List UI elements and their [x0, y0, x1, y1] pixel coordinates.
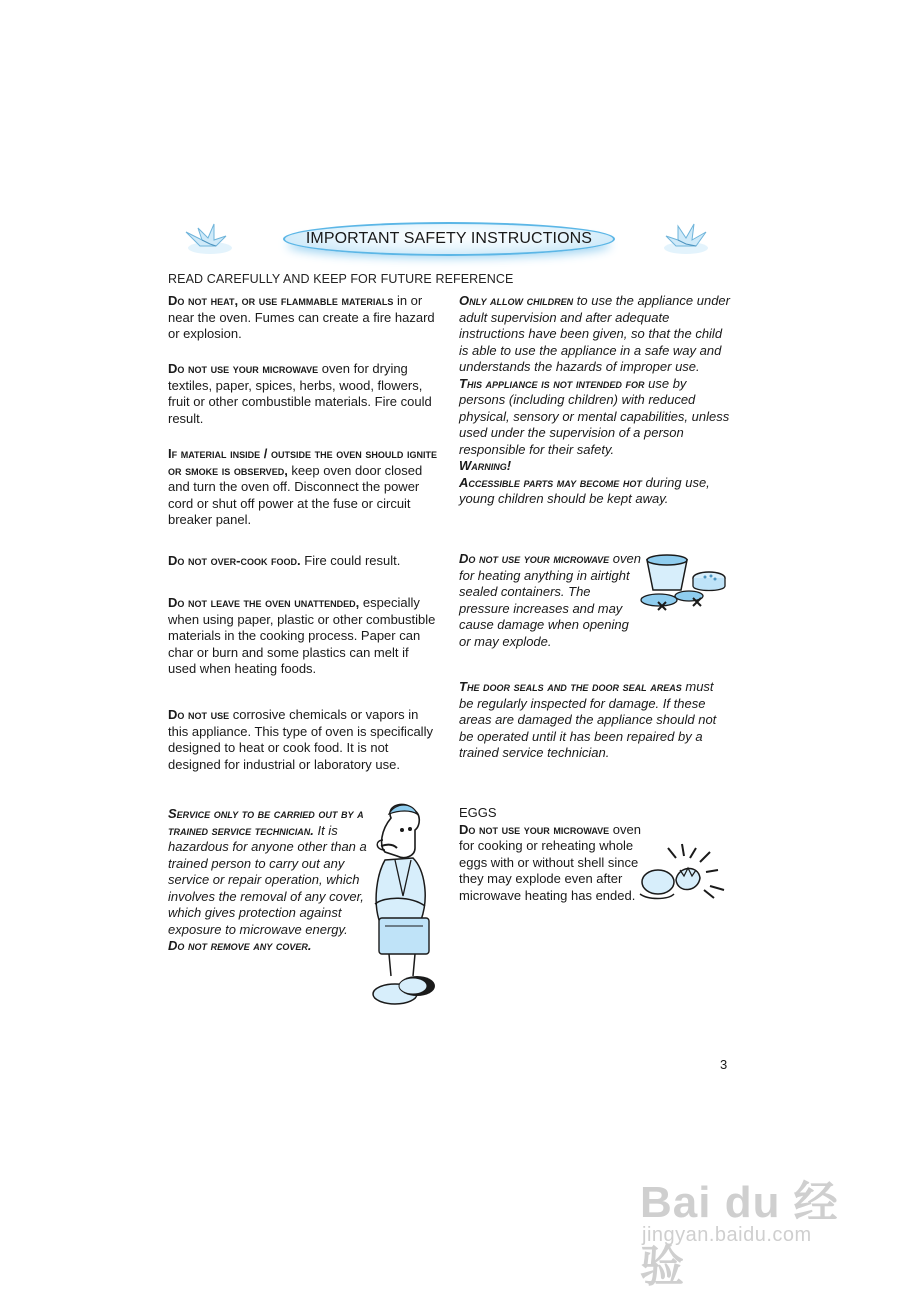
warning-label: Warning! — [459, 458, 512, 473]
instruction-body: oven for drying textiles, paper, spices, herbs, wood, flowers, fruit or other combustible materials. Fire could result. — [168, 361, 432, 426]
instruction-children — [459, 293, 731, 508]
instruction-body: Fire could result. — [300, 553, 401, 568]
instruction-lead: Do not heat, or use flammable materials — [168, 293, 394, 308]
instruction-lead: Accessible parts may become hot — [459, 474, 642, 490]
title-banner: IMPORTANT SAFETY INSTRUCTIONS — [283, 222, 615, 256]
instruction-lead: Only allow children — [459, 293, 574, 308]
instruction-body: use by persons (including children) with reduced physical, sensory or mental capabilities, unless used under the supervision of a person responsible for their safety. — [459, 375, 730, 457]
eggs-heading: EGGS — [459, 805, 497, 820]
instruction-body: during use, young children should be kept away. — [459, 474, 710, 506]
watermark-logo: Bai du 经验 — [640, 1178, 839, 1291]
instruction-lead: Service only to be carried out by a trained service technician. — [168, 806, 364, 838]
instruction-body: must be regularly inspected for damage. If these areas are damaged the appliance should not be operated until it has been repaired by a trained service technician. — [459, 679, 717, 760]
remove-cover-warning: Do not remove any cover. — [168, 938, 312, 953]
header-banner — [180, 218, 725, 262]
technician-illustration — [355, 800, 445, 1015]
instruction-lead: Do not use — [168, 707, 230, 722]
instruction-ignite — [168, 446, 440, 529]
instruction-service — [168, 806, 373, 955]
instruction-lead: The door seals and the door seal areas — [459, 679, 682, 694]
instruction-body: corrosive chemicals or vapors in this appliance. This type of oven is specifically designed to heat or cook food. It is not designed for industrial or laboratory use. — [168, 707, 433, 772]
instruction-body: oven for heating anything in airtight sealed containers. The pressure increases and may cause damage when opening or may explode. — [459, 551, 641, 649]
instruction-lead: Do not use your microwave — [168, 361, 319, 376]
watermark-url: jingyan.baidu.com — [642, 1224, 812, 1246]
instruction-body: to use the appliance under adult supervision and after adequate instructions have been given, so that the child is able to use the appliance in a safe way and understands the hazards of improper use. — [459, 293, 730, 374]
instruction-body: especially when using paper, plastic or other combustible materials in the cooking process. Paper can char or burn and some plastics can melt if used when heating foods. — [168, 595, 436, 676]
sealed-containers-illustration — [625, 550, 730, 615]
instruction-airtight — [459, 551, 641, 650]
instruction-body: It is hazardous for anyone other than a trained person to carry out any service or repair operation, which involves the removal of any cover, which gives protection against exposure to microwave energy. — [168, 822, 367, 937]
instruction-drying — [168, 361, 440, 427]
instruction-overcook — [168, 553, 440, 570]
instruction-lead: Do not use your microwave — [459, 551, 610, 566]
instruction-lead: Do not over-cook food. — [168, 553, 301, 568]
instruction-body: in or near the oven. Fumes can create a fire hazard or explosion. — [168, 293, 435, 341]
instruction-door-seals — [459, 679, 731, 762]
page-subtitle: READ CAREFULLY AND KEEP FOR FUTURE REFERENCE — [168, 272, 514, 286]
instruction-lead: If material inside / outside the oven should ignite or smoke is observed, — [168, 446, 437, 478]
page-number: 3 — [720, 1057, 728, 1072]
instruction-lead: This appliance is not intended for — [459, 375, 645, 391]
bird-icon — [180, 218, 235, 258]
exploding-eggs-illustration — [638, 840, 730, 902]
bird-icon — [658, 218, 713, 258]
instruction-body: keep oven door closed and turn the oven off. Disconnect the power cord or shut off power at the fuse or circuit breaker panel. — [168, 462, 423, 527]
instruction-body: oven for cooking or reheating whole eggs with or without shell since they may explode even after microwave heating has ended. — [459, 821, 641, 903]
watermark — [640, 1148, 860, 1291]
instruction-corrosive — [168, 707, 440, 773]
instruction-unattended — [168, 595, 440, 678]
instruction-lead: Do not leave the oven unattended, — [168, 595, 360, 610]
instruction-flammable — [168, 293, 440, 343]
instruction-lead: Do not use your microwave — [459, 821, 610, 837]
